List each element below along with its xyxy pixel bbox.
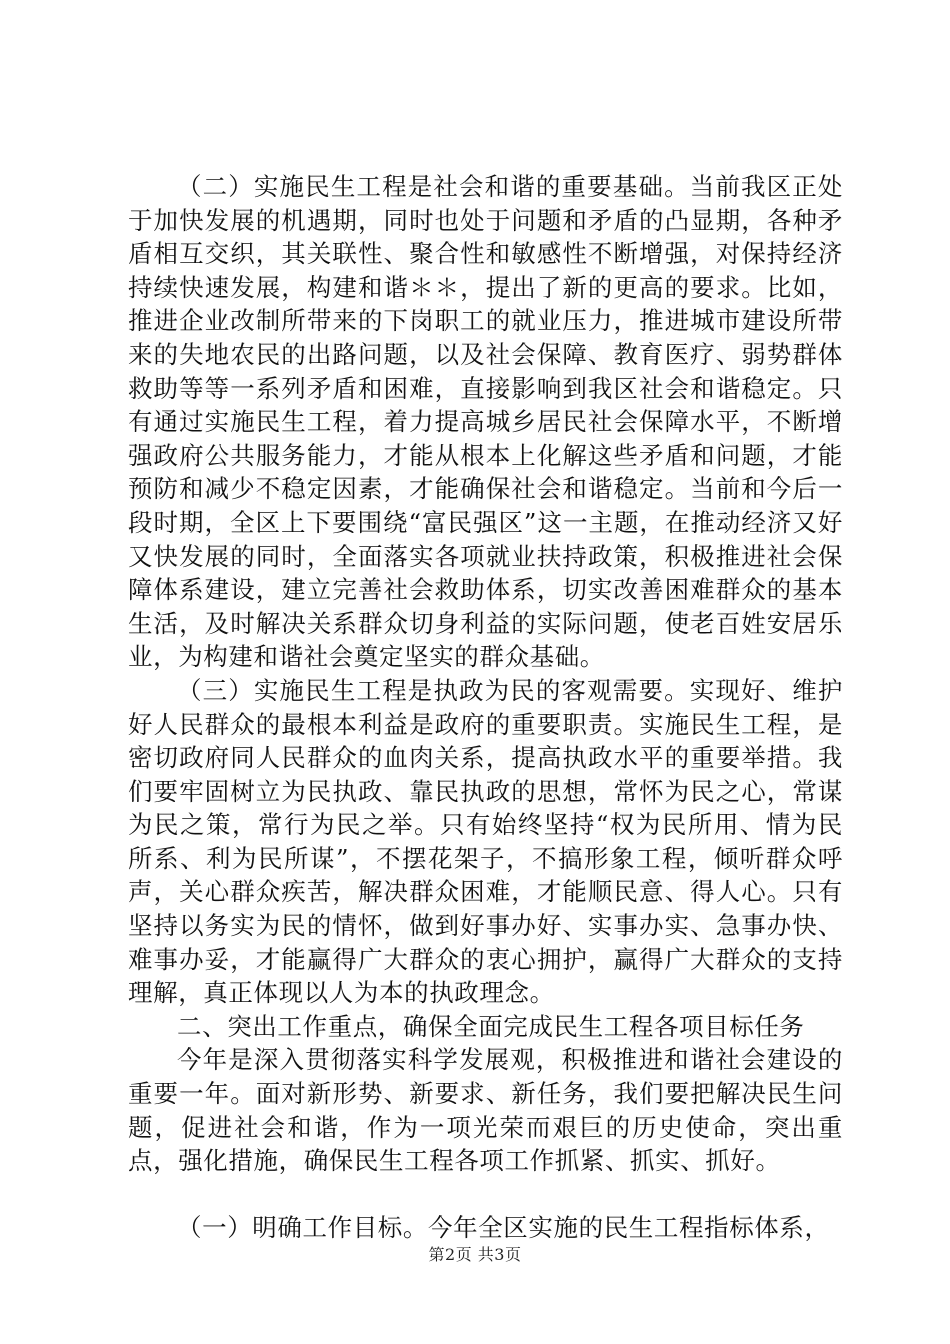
section-heading-key-work: 二、突出工作重点，确保全面完成民生工程各项目标任务 [177, 1011, 805, 1041]
document-body [128, 170, 843, 1245]
paragraph-social-harmony: （二）实施民生工程是社会和谐的重要基础。当前我区正处于加快发展的机遇期，同时也处于问题和矛盾的凸显期，各种矛盾相互交织，其关联性、聚合性和敏感性不断增强，对保持经济持续快速发展，构建和谐＊＊，提出了新的更高的要求。比如，推进企业改制所带来的下岗职工的就业压力，推进城市建设所带来的失地农民的出路问题，以及社会保障、教育医疗、弱势群体救助等等一系列矛盾和困难，直接影响到我区社会和谐稳定。只有通过实施民生工程，着力提高城乡居民社会保障水平，不断增强政府公共服务能力，才能从根本上化解这些矛盾和问题，才能预防和减少不稳定因素，才能确保社会和谐稳定。当前和今后一段时期，全区上下要围绕“富民强区”这一主题，在推动经济又好又快发展的同时，全面落实各项就业扶持政策，积极推进社会保障体系建设，建立完善社会救助体系，切实改善困难群众的基本生活，及时解决关系群众切身利益的实际问题，使老百姓安居乐业，为构建和谐社会奠定坚实的群众基础。 [128, 172, 843, 672]
paragraph-this-year: 今年是深入贯彻落实科学发展观，积极推进和谐社会建设的重要一年。面对新形势、新要求、新任务，我们要把解决民生问题，促进社会和谐，作为一项光荣而艰巨的历史使命，突出重点，强化措施，确保民生工程各项工作抓紧、抓实、抓好。 [128, 1045, 843, 1176]
page-number-footer: 第2页 共3页 [428, 1245, 522, 1264]
paragraph-governing-for-people: （三）实施民生工程是执政为民的客观需要。实现好、维护好人民群众的最根本利益是政府的重要职责。实施民生工程，是密切政府同人民群众的血肉关系，提高执政水平的重要举措。我们要牢固树立为民执政、靠民执政的思想，常怀为民之心，常谋为民之策，常行为民之举。只有始终坚持“权为民所用、情为民所系、利为民所谋”，不摆花架子，不搞形象工程，倾听群众呼声，关心群众疾苦，解决群众困难，才能顺民意、得人心。只有坚持以务实为民的情怀，做到好事办好、实事办实、急事办快、难事办妥，才能赢得广大群众的衷心拥护，赢得广大群众的支持理解，真正体现以人为本的执政理念。 [128, 675, 843, 1008]
paragraph-work-goals: （一）明确工作目标。今年全区实施的民生工程指标体系， [177, 1213, 830, 1243]
